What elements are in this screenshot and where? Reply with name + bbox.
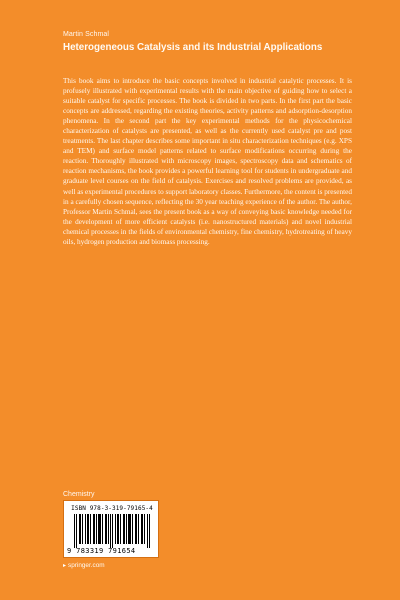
subject-category: Chemistry — [63, 491, 95, 498]
book-description: This book aims to introduce the basic concepts involved in industrial catalytic processes. It is profusely illustrated with experimental results with the main objective of guiding how to select a suitable catalyst for specific processes. The book is divided in two parts. In the first part the basic concepts are addressed, regarding the existing theories, activity patterns and adsorption-desorption phenomena. In the second part the key experimental methods for the physicochemical characterization of catalysts are presented, as well as the currently used catalyst pre and post treatments. The last chapter describes some important in situ characterization techniques (e.g. XPS and TEM) and surface model patterns related to surface modifications occurring during the reaction. Thoroughly illustrated with microscopy images, spectroscopy data and schematics of reaction mechanisms, the book provides a powerful learning tool for students in undergraduate and graduate level courses on the field of catalysis. Exercises and resolved problems are provided, as well as experimental procedures to support laboratory classes. Furthermore, the content is presented in a carefully chosen sequence, reflecting the 30 year teaching experience of the author. The author, Professor Martin Schmal, sees the present book as a way of conveying basic knowledge needed for the development of more efficient catalysts (i.e. nanostructured materials) and novel industrial chemical processes in the fields of environmental chemistry, fine chemistry, hydrotreating of heavy oils, hydrogen production and biomass processing. — [63, 77, 352, 246]
ean-digits: 9 783319 791654 — [67, 547, 136, 555]
book-title: Heterogeneous Catalysis and its Industrial Applications — [63, 42, 323, 53]
publisher-link-text: springer.com — [68, 562, 105, 569]
isbn-barcode — [63, 500, 159, 558]
author-name: Martin Schmal — [63, 31, 110, 38]
arrow-right-icon: ▸ — [63, 563, 67, 569]
isbn-label: ISBN 978-3-319-79165-4 — [71, 505, 153, 512]
barcode-icon — [74, 514, 152, 548]
publisher-link[interactable] — [63, 562, 105, 570]
